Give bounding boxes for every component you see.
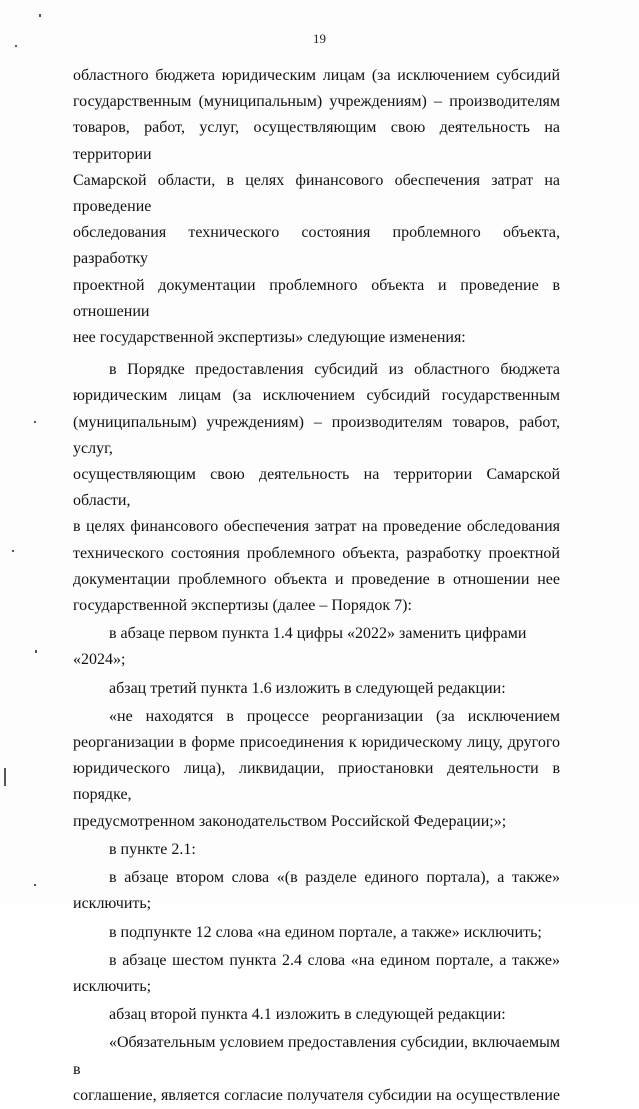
text-line: в пункте 2.1: (109, 840, 196, 858)
paragraph (73, 920, 560, 946)
paragraph (73, 948, 560, 1000)
paragraph (73, 1002, 560, 1028)
text-line: в абзаце втором слова «(в разделе единого портала), а также» (109, 869, 560, 887)
scan-mark (12, 550, 14, 552)
text-line: документации проблемного объекта и проведение в отношении нее (73, 570, 560, 588)
document-body (73, 63, 560, 1109)
scan-mark (4, 768, 6, 786)
text-line: абзац второй пункта 4.1 изложить в следующей редакции: (109, 1006, 506, 1024)
scan-mark (34, 421, 36, 423)
paragraph (73, 621, 560, 673)
text-line: государственной экспертизы (далее – Порядок 7): (73, 597, 412, 615)
paragraph (73, 865, 560, 917)
text-line: в абзаце первом пункта 1.4 цифры «2022» заменить цифрами «2024»; (73, 625, 527, 669)
text-line: юридическим лицам (за исключением субсидий государственным (73, 387, 560, 405)
text-line: областного бюджета юридическим лицам (за исключением субсидий (73, 67, 560, 84)
text-line: предусмотренном законодательством Российской Федерации;»; (73, 812, 507, 830)
text-line: «не находятся в процессе реорганизации (за исключением (109, 707, 560, 725)
text-line: соглашение, является согласие получателя субсидии на осуществление (73, 1086, 560, 1104)
scan-mark (34, 884, 36, 886)
text-line: «Обязательным условием предоставления субсидии, включаемым в (73, 1034, 560, 1078)
text-line: государственным (муниципальным) учреждениям) – производителям (73, 93, 560, 111)
scan-mark (35, 650, 37, 653)
text-line: исключить; (73, 895, 152, 913)
text-line: юридического лица), ликвидации, приостановки деятельности в порядке, (73, 760, 560, 804)
text-line: осуществляющим свою деятельность на территории Самарской области, (73, 466, 560, 510)
paragraph (73, 357, 560, 619)
paragraph (73, 837, 560, 863)
text-line: проектной документации проблемного объекта и проведение в отношении (73, 276, 560, 320)
text-line: реорганизации в форме присоединения к юридическому лицу, другого (73, 734, 560, 752)
paragraph (73, 63, 560, 351)
text-line: товаров, работ, услуг, осуществляющим свою деятельность на территории (73, 119, 560, 163)
text-line: обследования технического состояния проблемного объекта, разработку (73, 224, 560, 268)
text-line: (муниципальным) учреждениям) – производителям товаров, работ, услуг, (73, 413, 560, 457)
paragraph (73, 704, 560, 835)
text-line: нее государственной экспертизы» следующие изменения: (73, 329, 466, 347)
text-line: Самарской области, в целях финансового обеспечения затрат на проведение (73, 171, 560, 216)
paragraph (73, 1030, 560, 1109)
page-number: 19 (313, 31, 326, 46)
text-line: в абзаце шестом пункта 2.4 слова «на едином портале, а также» (109, 951, 560, 969)
paragraph (73, 676, 560, 702)
text-line: в целях финансового обеспечения затрат на проведение обследования (73, 518, 560, 536)
text-line: технического состояния проблемного объекта, разработку проектной (73, 544, 560, 562)
text-line: в подпункте 12 слова «на едином портале, а также» исключить; (109, 923, 542, 941)
text-line: исключить; (73, 977, 152, 995)
text-line: абзац третий пункта 1.6 изложить в следующей редакции: (109, 679, 506, 697)
text-line: в Порядке предоставления субсидий из областного бюджета (109, 361, 560, 379)
scan-mark (39, 14, 41, 17)
